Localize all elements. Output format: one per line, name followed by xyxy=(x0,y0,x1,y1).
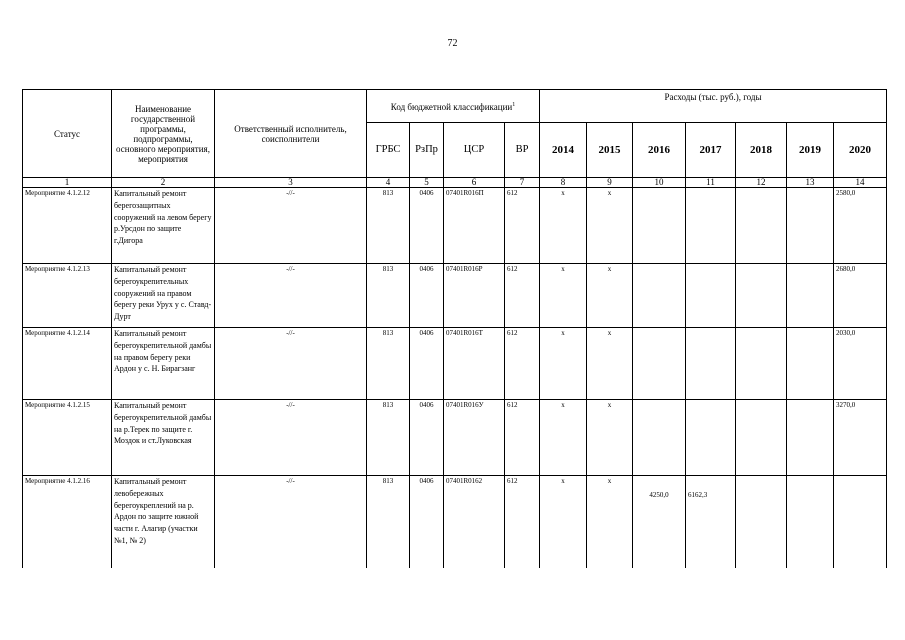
row-y2017 xyxy=(686,328,736,400)
row-y2019 xyxy=(787,188,834,264)
row-vr: 612 xyxy=(505,400,540,476)
header-budget-code xyxy=(367,90,540,123)
row-vr: 612 xyxy=(505,328,540,400)
row-name: Капитальный ремонт берегозащитных сооружений на левом берегу р.Урсдон по защите г.Дигора xyxy=(112,188,215,264)
budget-code-footnote: 1 xyxy=(512,102,516,108)
row-executor: -//- xyxy=(215,328,367,400)
row-vr: 612 xyxy=(505,264,540,328)
header-year-2017: 2017 xyxy=(686,123,736,178)
header-status: Статус xyxy=(23,90,112,178)
colnum: 6 xyxy=(444,178,505,188)
row-status: Мероприятие 4.1.2.16 xyxy=(23,476,112,568)
table-row xyxy=(23,188,887,264)
row-csr: 07401R016У xyxy=(444,400,505,476)
header-rzpr: РзПр xyxy=(410,123,444,178)
table-row xyxy=(23,400,887,476)
row-y2018 xyxy=(736,400,787,476)
row-csr: 07401R016Р xyxy=(444,264,505,328)
row-rzpr: 0406 xyxy=(410,400,444,476)
header-expenses: Расходы (тыс. руб.), годы xyxy=(540,90,887,123)
colnum: 9 xyxy=(587,178,633,188)
row-status: Мероприятие 4.1.2.13 xyxy=(23,264,112,328)
row-name: Капитальный ремонт берегоукрепительной дамбы на правом берегу реки Ардон у с. Н. Бирагзанг xyxy=(112,328,215,400)
row-y2015: х xyxy=(587,264,633,328)
row-csr: 07401R016П xyxy=(444,188,505,264)
row-status: Мероприятие 4.1.2.14 xyxy=(23,328,112,400)
budget-table xyxy=(22,89,887,568)
row-y2020: 3270,0 xyxy=(834,400,887,476)
row-vr: 612 xyxy=(505,188,540,264)
row-name: Капитальный ремонт левобережных берегоукреплений на р. Ардон по защите южной части г. Алагир (участки №1, № 2) xyxy=(112,476,215,568)
colnum: 7 xyxy=(505,178,540,188)
row-grbs: 813 xyxy=(367,400,410,476)
table-row xyxy=(23,328,887,400)
row-name: Капитальный ремонт берегоукрепительных сооружений на правом берегу реки Урух у с. Ставд-Дурт xyxy=(112,264,215,328)
row-grbs: 813 xyxy=(367,264,410,328)
row-rzpr: 0406 xyxy=(410,476,444,568)
row-grbs: 813 xyxy=(367,188,410,264)
row-y2017 xyxy=(686,264,736,328)
header-vr: ВР xyxy=(505,123,540,178)
row-grbs: 813 xyxy=(367,476,410,568)
row-y2018 xyxy=(736,188,787,264)
row-y2016 xyxy=(633,328,686,400)
row-y2018 xyxy=(736,476,787,568)
row-y2020 xyxy=(834,476,887,568)
row-status: Мероприятие 4.1.2.12 xyxy=(23,188,112,264)
colnum: 1 xyxy=(23,178,112,188)
row-y2016 xyxy=(633,188,686,264)
colnum: 11 xyxy=(686,178,736,188)
table-row xyxy=(23,264,887,328)
colnum: 8 xyxy=(540,178,587,188)
colnum: 3 xyxy=(215,178,367,188)
colnum: 5 xyxy=(410,178,444,188)
row-y2019 xyxy=(787,476,834,568)
header-year-2016: 2016 xyxy=(633,123,686,178)
colnum: 10 xyxy=(633,178,686,188)
row-status: Мероприятие 4.1.2.15 xyxy=(23,400,112,476)
row-y2016: 4250,0 xyxy=(633,476,686,568)
header-grbs: ГРБС xyxy=(367,123,410,178)
row-rzpr: 0406 xyxy=(410,188,444,264)
row-executor: -//- xyxy=(215,400,367,476)
row-y2014: х xyxy=(540,476,587,568)
row-y2019 xyxy=(787,328,834,400)
row-executor: -//- xyxy=(215,188,367,264)
row-y2018 xyxy=(736,264,787,328)
row-y2019 xyxy=(787,400,834,476)
row-executor: -//- xyxy=(215,264,367,328)
row-csr: 07401R0162 xyxy=(444,476,505,568)
row-y2019 xyxy=(787,264,834,328)
colnum: 4 xyxy=(367,178,410,188)
header-executor: Ответственный исполнитель, соисполнители xyxy=(215,90,367,178)
header-csr: ЦСР xyxy=(444,123,505,178)
row-y2014: х xyxy=(540,400,587,476)
row-y2020: 2030,0 xyxy=(834,328,887,400)
row-y2014: х xyxy=(540,264,587,328)
row-rzpr: 0406 xyxy=(410,264,444,328)
header-year-2019: 2019 xyxy=(787,123,834,178)
row-y2017: 6162,3 xyxy=(686,476,736,568)
colnum: 13 xyxy=(787,178,834,188)
colnum: 12 xyxy=(736,178,787,188)
row-name: Капитальный ремонт берегоукрепительной дамбы на р.Терек по защите г. Моздок и ст.Луковская xyxy=(112,400,215,476)
row-y2016 xyxy=(633,264,686,328)
row-y2015: х xyxy=(587,328,633,400)
row-y2015: х xyxy=(587,476,633,568)
row-grbs: 813 xyxy=(367,328,410,400)
row-rzpr: 0406 xyxy=(410,328,444,400)
row-y2017 xyxy=(686,188,736,264)
header-year-2020: 2020 xyxy=(834,123,887,178)
header-year-2018: 2018 xyxy=(736,123,787,178)
row-y2020: 2680,0 xyxy=(834,264,887,328)
row-vr: 612 xyxy=(505,476,540,568)
row-y2015: х xyxy=(587,188,633,264)
row-y2020: 2580,0 xyxy=(834,188,887,264)
row-executor: -//- xyxy=(215,476,367,568)
table-row xyxy=(23,476,887,568)
header-name: Наименование государственной программы, подпрограммы, основного мероприятия, мероприятия xyxy=(112,90,215,178)
header-year-2015: 2015 xyxy=(587,123,633,178)
budget-code-label: Код бюджетной классификации xyxy=(390,102,513,112)
column-number-row xyxy=(23,178,887,188)
row-y2018 xyxy=(736,328,787,400)
row-y2017 xyxy=(686,400,736,476)
row-csr: 07401R016Т xyxy=(444,328,505,400)
row-y2014: х xyxy=(540,328,587,400)
colnum: 14 xyxy=(834,178,887,188)
row-y2014: х xyxy=(540,188,587,264)
colnum: 2 xyxy=(112,178,215,188)
page-number: 72 xyxy=(447,38,458,49)
row-y2016 xyxy=(633,400,686,476)
header-year-2014: 2014 xyxy=(540,123,587,178)
row-y2015: х xyxy=(587,400,633,476)
